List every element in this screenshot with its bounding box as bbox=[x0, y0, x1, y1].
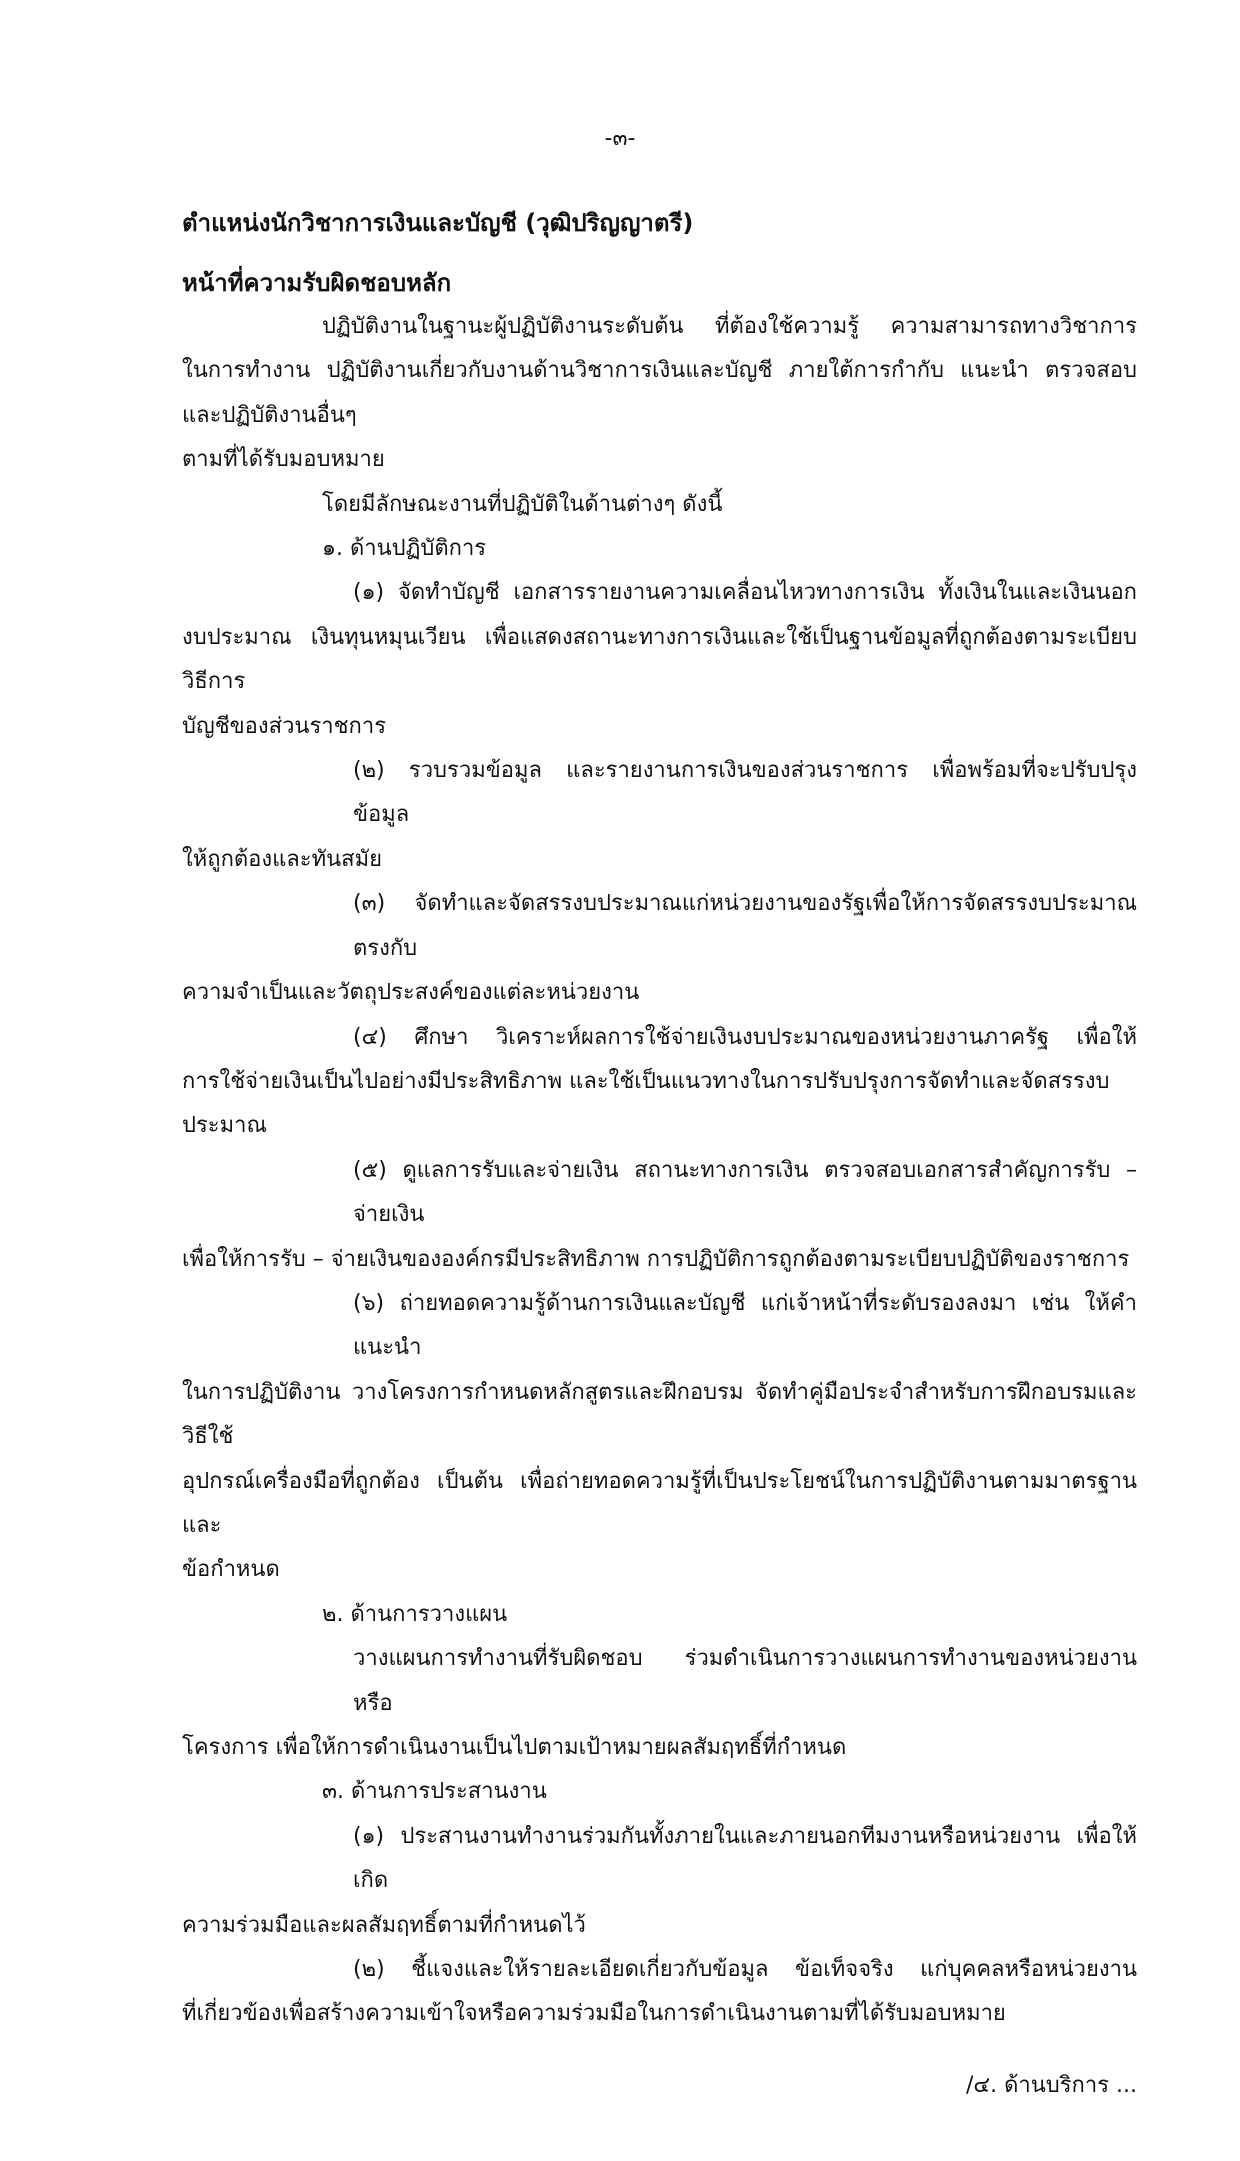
text-line: ๓. ด้านการประสานงาน bbox=[322, 1779, 547, 1805]
text-line: ข้อกำหนด bbox=[182, 1557, 280, 1583]
text-line: ความร่วมมือและผลสัมฤทธิ์ตามที่กำหนดไว้ bbox=[182, 1912, 586, 1938]
text-line: โดยมีลักษณะงานที่ปฏิบัติในด้านต่างๆ ดังนี้ bbox=[322, 491, 723, 517]
text-line: (๒) ชี้แจงและให้รายละเอียดเกี่ยวกับข้อมูล ข้อเท็จจริง แก่บุคคลหรือหน่วยงาน bbox=[353, 1957, 1137, 1983]
text-line: (๖) ถ่ายทอดความรู้ด้านการเงินและบัญชี แก่เจ้าหน้าที่ระดับรองลงมา เช่น ให้คำแนะนำ bbox=[353, 1290, 1137, 1361]
paragraph bbox=[182, 305, 1137, 483]
document-body bbox=[182, 305, 1137, 2037]
text-line: ปฏิบัติงานในฐานะผู้ปฏิบัติงานระดับต้น ที่ต้องใช้ความรู้ ความสามารถทางวิชาการ bbox=[322, 314, 1137, 339]
text-line: การใช้จ่ายเงินเป็นไปอย่างมีประสิทธิภาพ และใช้เป็นแนวทางในการปรับปรุงการจัดทำและจัดสรรงบประมาณ bbox=[182, 1068, 1110, 1139]
paragraph bbox=[182, 1016, 1137, 1149]
continuation-note: /๔. ด้านบริการ ... bbox=[966, 2072, 1137, 2098]
text-line: งบประมาณ เงินทุนหมุนเวียน เพื่อแสดงสถานะทางการเงินและใช้เป็นฐานข้อมูลที่ถูกต้องตามระเบียบวิธีการ bbox=[182, 624, 1137, 695]
paragraph bbox=[182, 483, 1137, 527]
text-line: ในการปฏิบัติงาน วางโครงการกำหนดหลักสูตรและฝึกอบรม จัดทำคู่มือประจำสำหรับการฝึกอบรมและวิธีใช้ bbox=[182, 1379, 1137, 1450]
text-line: ความจำเป็นและวัตถุประสงค์ของแต่ละหน่วยงาน bbox=[182, 980, 640, 1006]
text-line: (๔) ศึกษา วิเคราะห์ผลการใช้จ่ายเงินงบประมาณของหน่วยงานภาครัฐ เพื่อให้ bbox=[353, 1024, 1137, 1050]
text-line: ๑. ด้านปฏิบัติการ bbox=[322, 536, 487, 562]
page-number: -๓- bbox=[604, 126, 636, 151]
text-line: ตามที่ได้รับมอบหมาย bbox=[182, 447, 385, 473]
text-line: ที่เกี่ยวข้องเพื่อสร้างความเข้าใจหรือความร่วมมือในการดำเนินงานตามที่ได้รับมอบหมาย bbox=[182, 2001, 1006, 2027]
text-line: (๑) ประสานงานทำงานร่วมกันทั้งภายในและภายนอกทีมงานหรือหน่วยงาน เพื่อให้เกิด bbox=[353, 1823, 1137, 1894]
text-line: ในการทำงาน ปฏิบัติงานเกี่ยวกับงานด้านวิชาการเงินและบัญชี ภายใต้การกำกับ แนะนำ ตรวจสอบ และปฏิบัติงานอื่นๆ bbox=[182, 358, 1137, 428]
paragraph bbox=[182, 1770, 1137, 1814]
text-line: (๕) ดูแลการรับและจ่ายเงิน สถานะทางการเงิน ตรวจสอบเอกสารสำคัญการรับ – จ่ายเงิน bbox=[353, 1157, 1137, 1228]
paragraph bbox=[182, 1149, 1137, 1282]
text-line: (๓) จัดทำและจัดสรรงบประมาณแก่หน่วยงานของรัฐเพื่อให้การจัดสรรงบประมาณตรงกับ bbox=[353, 891, 1137, 961]
text-line: (๒) รวบรวมข้อมูล และรายงานการเงินของส่วนราชการ เพื่อพร้อมที่จะปรับปรุงข้อมูล bbox=[353, 758, 1137, 828]
text-line: วางแผนการทำงานที่รับผิดชอบ ร่วมดำเนินการวางแผนการทำงานของหน่วยงานหรือ bbox=[353, 1646, 1137, 1716]
text-line: บัญชีของส่วนราชการ bbox=[182, 713, 387, 739]
paragraph bbox=[182, 571, 1137, 749]
text-line: เพื่อให้การรับ – จ่ายเงินขององค์กรมีประสิทธิภาพ การปฏิบัติการถูกต้องตามระเบียบปฏิบัติของราชการ bbox=[182, 1246, 1130, 1272]
text-line: (๑) จัดทำบัญชี เอกสารรายงานความเคลื่อนไหวทางการเงิน ทั้งเงินในและเงินนอก bbox=[353, 580, 1137, 606]
text-line: ให้ถูกต้องและทันสมัย bbox=[182, 846, 382, 872]
text-line: ๒. ด้านการวางแผน bbox=[322, 1601, 508, 1627]
text-line: โครงการ เพื่อให้การดำเนินงานเป็นไปตามเป้าหมายผลสัมฤทธิ์ที่กำหนด bbox=[182, 1735, 847, 1760]
position-title: ตำแหน่งนักวิชาการเงินและบัญชี (วุฒิปริญญาตรี) bbox=[182, 209, 694, 237]
paragraph bbox=[182, 1637, 1137, 1770]
text-line: อุปกรณ์เครื่องมือที่ถูกต้อง เป็นต้น เพื่อถ่ายทอดความรู้ที่เป็นประโยชน์ในการปฏิบัติงานตามมาตรฐานและ bbox=[182, 1468, 1137, 1538]
paragraph bbox=[182, 1593, 1137, 1637]
paragraph bbox=[182, 1948, 1137, 2037]
section-heading: หน้าที่ความรับผิดชอบหลัก bbox=[182, 269, 452, 297]
paragraph bbox=[182, 1282, 1137, 1593]
paragraph bbox=[182, 1815, 1137, 1948]
paragraph bbox=[182, 749, 1137, 882]
paragraph bbox=[182, 527, 1137, 571]
paragraph bbox=[182, 882, 1137, 1015]
